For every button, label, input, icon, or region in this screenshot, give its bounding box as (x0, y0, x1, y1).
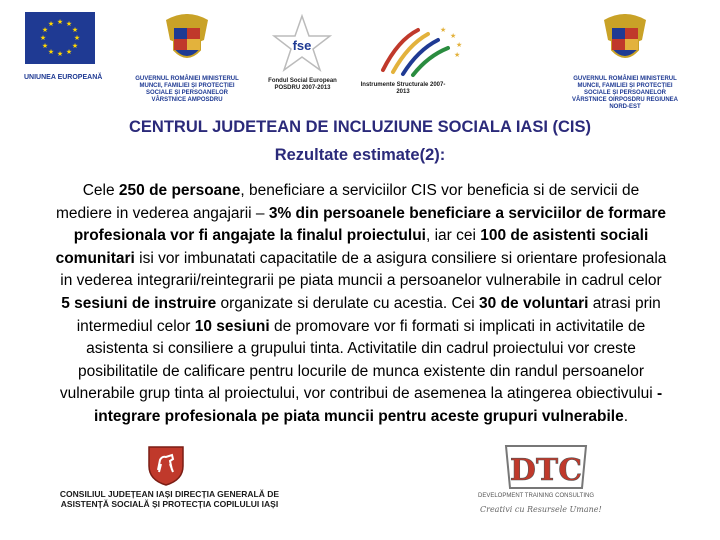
page-subtitle: Rezultate estimate(2): (274, 146, 446, 164)
body-emphasis: 3% din persoanele beneficiare a serviciilor de formare profesionala vor fi angajate la finalul proiectului (73, 204, 666, 245)
svg-text:★: ★ (56, 18, 64, 26)
svg-text:★: ★ (454, 51, 461, 59)
svg-text:★: ★ (41, 42, 49, 50)
page-title: CENTRUL JUDETEAN DE INCLUZIUNE SOCIALA IASI (CIS) (128, 118, 592, 136)
svg-text:★: ★ (71, 42, 79, 50)
svg-text:★: ★ (65, 48, 73, 56)
body-paragraph (55, 180, 667, 429)
svg-text:★: ★ (41, 26, 49, 34)
structural-instruments-logo (368, 20, 468, 78)
county-council-caption: CONSILIUL JUDEȚEAN IAȘI DIRECȚIA GENERALĂ DE ASISTENȚĂ SOCIALĂ ȘI PROTECȚIA COPILULUI IAȘI (59, 489, 280, 509)
svg-text:★: ★ (56, 50, 64, 58)
dtc-subtitle: DEVELOPMENT TRAINING CONSULTING (478, 493, 595, 499)
body-text-run: , beneficiare a serviciilor CIS vor beneficia si de servicii de mediere in vederea angajarii – (56, 182, 640, 222)
svg-text:★: ★ (450, 32, 457, 40)
body-emphasis: 5 sesiuni de instruire (61, 294, 217, 312)
body-text-run: isi vor imbunatati capacitatile de a asigura consiliere si orientare profesionala in vederea integrarii/reintegrarii pe piata muncii a persoanelor vulnerabile in cadrul celor (60, 249, 667, 290)
svg-text:★: ★ (47, 48, 55, 56)
fse-logo-text: fse (292, 38, 312, 53)
body-emphasis: 250 de persoane (118, 182, 241, 199)
body-text-run: . (623, 407, 629, 425)
body-emphasis: - integrare profesionala pe piata muncii pentru aceste grupuri vulnerabile (93, 385, 663, 425)
svg-text:★: ★ (39, 34, 47, 42)
svg-text:★: ★ (47, 20, 55, 28)
eu-caption: UNIUNEA EUROPEANĂ (24, 74, 103, 81)
dtc-logo-text: DTC (509, 453, 583, 488)
body-emphasis: 10 sesiuni (194, 317, 270, 335)
svg-text:★: ★ (73, 34, 81, 42)
svg-text:★: ★ (440, 26, 447, 34)
body-text-run: organizate si derulate cu acestia. Cei (216, 294, 480, 312)
svg-text:★: ★ (65, 20, 73, 28)
svg-text:★: ★ (71, 26, 79, 34)
svg-text:★: ★ (456, 41, 463, 49)
dtc-logo (500, 442, 590, 492)
body-emphasis: 100 de asistenti sociali comunitari (55, 227, 649, 267)
structural-instruments-caption: Instrumente Structurale 2007-2013 (360, 82, 446, 95)
dtc-motto: Creativi cu Resursele Umane! (480, 505, 602, 514)
romania-coat-of-arms-icon (158, 10, 216, 70)
body-text-run: de promovare vor fi formati si implicati in activitatile de asistenta si consiliere a grupului tinta. Activitatile din cadrul proiectului vor creste posibilitatile de calificare pentru locurile de munca existente din randul persoanelor vulnerabile grup tinta al proiectului, vor contribui de asemenea la atingerea obiectivului (59, 317, 657, 403)
body-emphasis: 30 de voluntari (479, 294, 589, 312)
eu-flag-logo (25, 12, 95, 64)
government-left-caption: GUVERNUL ROMÂNIEI MINISTERUL MUNCII, FAMILIEI ȘI PROTECȚIEI SOCIALE ȘI PERSOANELOR VÂRSTNICE AMPOSDRU (135, 76, 239, 103)
government-right-caption: GUVERNUL ROMÂNIEI MINISTERUL MUNCII, FAMILIEI ȘI PROTECȚIEI SOCIALE ȘI PERSOANELOR VÂRSTNICE OIRPOSDRU REGIUNEA NORD-EST (571, 76, 678, 110)
fse-caption: Fondul Social European POSDRU 2007-2013 (268, 78, 337, 91)
romania-coat-of-arms-icon (596, 10, 654, 70)
iasi-county-crest-icon (146, 444, 186, 486)
body-text-run: atrasi prin intermediul celor (76, 294, 661, 335)
body-text-run: Cele (82, 182, 119, 199)
body-text-run: , iar cei (425, 227, 481, 245)
fse-star-logo (272, 14, 332, 74)
